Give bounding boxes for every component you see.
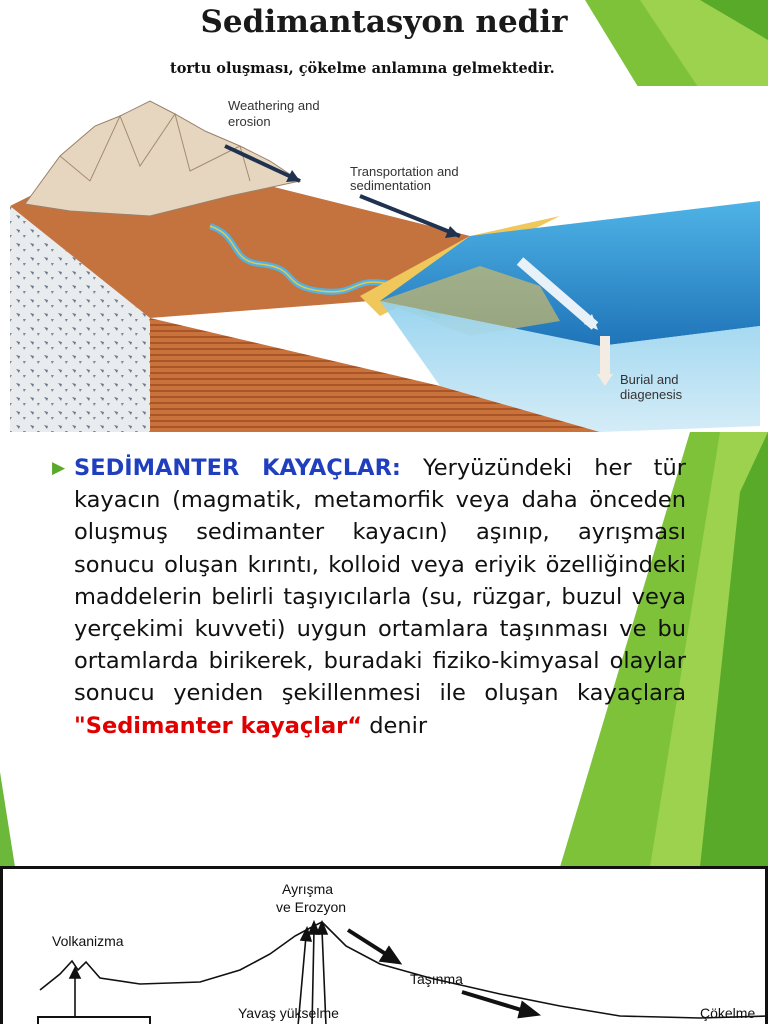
- label-deposition: Çökelme: [700, 1005, 756, 1021]
- rock-cycle-diagram: [0, 866, 768, 1024]
- label-weathering-line2: ve Erozyon: [276, 899, 347, 915]
- label-weathering-line1: Ayrışma: [282, 881, 334, 897]
- slide-top: [0, 0, 768, 432]
- sedimentation-block-diagram: [0, 86, 768, 432]
- label-uplift: Yavaş yükselme: [238, 1005, 339, 1021]
- label-transport-line2: sedimentation: [350, 178, 431, 193]
- label-transport-line1: Transportation and: [350, 164, 459, 179]
- label-transport: Taşınma: [410, 971, 463, 987]
- quote-open: ": [74, 712, 86, 739]
- label-weathering-line1: Weathering and: [228, 98, 320, 113]
- definition-paragraph: [52, 452, 686, 742]
- rock-cycle-figure: [0, 866, 768, 1024]
- page-title: Sedimantasyon nedir: [200, 4, 568, 40]
- definition-text-part1: Yeryüzündeki her tür kayacın (magmatik, metamorfik veya daha önceden oluşmuş sedimanter kayacın) aşınıp, ayrışması sonucu oluşan kırıntı, kolloid veya eriyik özelliğindeki maddelerin belirli taşıyıcılarla (su, rüzgar, buzul veya yerçekimi kuvveti) uygun ortamlara taşınması ve bu ortamlarda birikerek, buradaki fiziko-kimyasal olaylar sonucu yeniden şekillenmesi ile oluşan kayaçlara: [74, 455, 686, 707]
- label-volcanism: Volkanizma: [52, 933, 124, 949]
- definition-highlight: Sedimanter kayaçlar: [85, 712, 348, 739]
- definition-heading: SEDİMANTER KAYAÇLAR:: [74, 455, 401, 481]
- label-burial-line2: diagenesis: [620, 387, 683, 402]
- quote-close: “: [347, 712, 363, 739]
- bullet-arrow-icon: ▶: [52, 458, 66, 478]
- page-subtitle: tortu oluşması, çökelme anlamına gelmektedir.: [170, 60, 555, 77]
- label-burial-line1: Burial and: [620, 372, 679, 387]
- label-weathering-line2: erosion: [228, 114, 271, 129]
- definition-text-part2: denir: [362, 712, 428, 739]
